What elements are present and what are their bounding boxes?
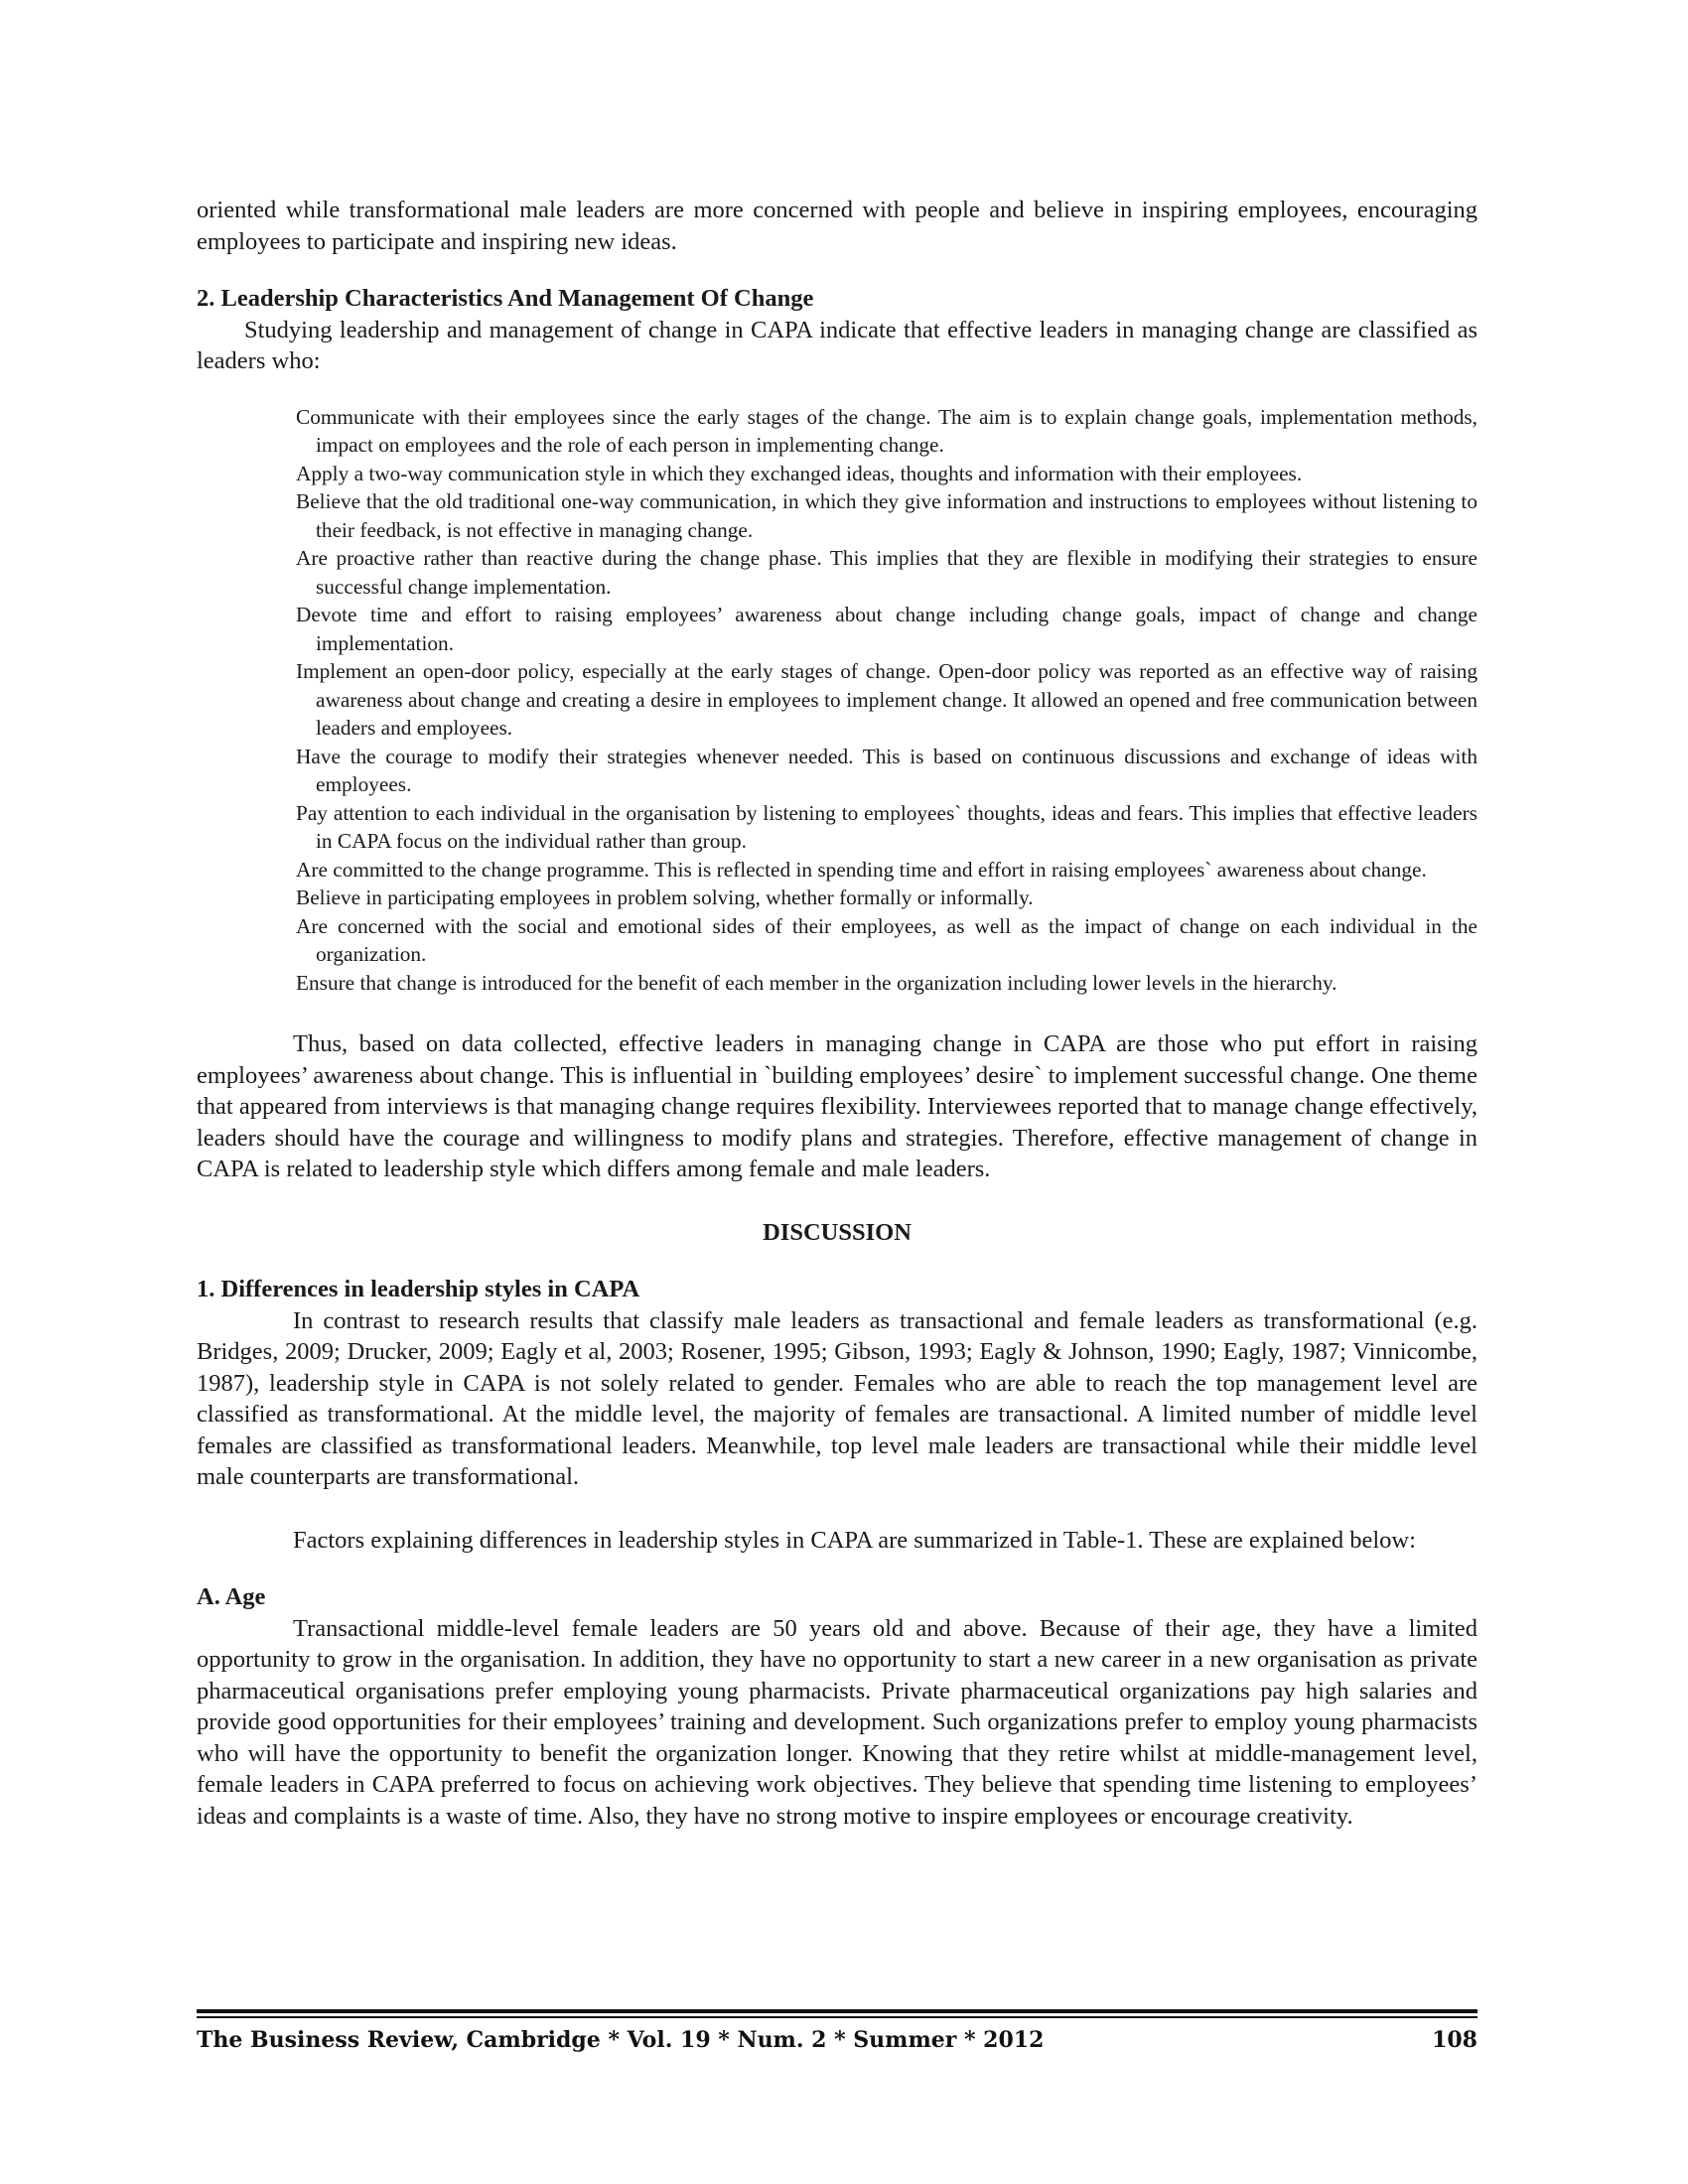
section-heading-leadership-change: 2. Leadership Characteristics And Management Of Change [197, 285, 814, 312]
list-item: Believe in participating employees in problem solving, whether formally or informally. [296, 886, 1034, 909]
subsection-heading-age: A. Age [197, 1583, 266, 1610]
factors-paragraph: Factors explaining differences in leadership styles in CAPA are summarized in Table-1. These are explained below: [293, 1526, 1416, 1554]
discussion-heading: DISCUSSION [763, 1218, 912, 1246]
list-item: Have the courage to modify their strategies whenever needed. This is based on continuous discussions and exchange of ideas with employees. [296, 744, 1477, 796]
section-lead-paragraph: Studying leadership and management of change in CAPA indicate that effective leaders in managing change are classified as leaders who: [197, 316, 1477, 374]
list-item: Are proactive rather than reactive during the change phase. This implies that they are flexible in modifying their strategies to ensure successful change implementation. [296, 546, 1477, 599]
list-item: Pay attention to each individual in the organisation by listening to employees` thoughts, ideas and fears. This implies that effective leaders in CAPA focus on the individual rather than group. [296, 800, 1477, 853]
journal-citation: The Business Review, Cambridge * Vol. 19 * Num. 2 * Summer * 2012 [197, 2027, 1045, 2053]
page-footer [197, 2027, 1477, 2053]
subsection-heading-differences: 1. Differences in leadership styles in CAPA [197, 1276, 640, 1302]
list-item: Apply a two-way communication style in which they exchanged ideas, thoughts and information with their employees. [296, 461, 1303, 485]
list-item: Ensure that change is introduced for the benefit of each member in the organization including lower levels in the hierarchy. [296, 970, 1337, 995]
list-item: Are concerned with the social and emotional sides of their employees, as well as the impact of change on each individual in the organization. [296, 913, 1477, 966]
intro-tail-paragraph: oriented while transformational male leaders are more concerned with people and believe in inspiring employees, encouraging employees to participate and inspiring new ideas. [197, 197, 1477, 255]
list-item: Implement an open-door policy, especially at the early stages of change. Open-door policy was reported as an effective way of raising awareness about change and creating a desire in employees to implement change. It allowed an opened and free communication between leaders and employees. [296, 659, 1477, 740]
page-number: 108 [1432, 2027, 1477, 2053]
list-item: Believe that the old traditional one-way communication, in which they give information and instructions to employees without listening to their feedback, is not effective in managing change. [296, 489, 1477, 542]
age-paragraph: Transactional middle-level female leaders are 50 years old and above. Because of their age, they have a limited opportunity to grow in the organisation. In addition, they have no opportunity to start a new career in a new organisation as private pharmaceutical organisations prefer employing young pharmacists. Private pharmaceutical organizations pay high salaries and provide good opportunities for their employees’ training and development. Such organizations prefer to employ young pharmacists who will have the opportunity to benefit the organization longer. Knowing that they retire whilst at middle-management level, female leaders in CAPA preferred to focus on achieving work objectives. They believe that spending time listening to employees’ ideas and complaints is a waste of time. Also, they have no strong motive to inspire employees or encourage creativity. [197, 1614, 1477, 1830]
conclusion-paragraph: Thus, based on data collected, effective leaders in managing change in CAPA are those who put effort in raising employees’ awareness about change. This is influential in `building employees’ desire` to implement successful change. One theme that appeared from interviews is that managing change requires flexibility. Interviewees reported that to manage change effectively, leaders should have the courage and willingness to modify plans and strategies. Therefore, effective management of change in CAPA is related to leadership style which differs among female and male leaders. [197, 1030, 1477, 1182]
footer-rule [197, 2016, 1477, 2018]
footer-rule [197, 2009, 1477, 2013]
list-item: Communicate with their employees since the early stages of the change. The aim is to explain change goals, implementation methods, impact on employees and the role of each person in implementing change. [296, 404, 1477, 457]
characteristics-list [296, 403, 1477, 998]
list-item: Are committed to the change programme. This is reflected in spending time and effort in raising employees` awareness about change. [296, 857, 1427, 882]
page-body [197, 195, 1477, 1832]
list-item: Devote time and effort to raising employees’ awareness about change including change goals, impact of change and change implementation. [296, 603, 1477, 655]
differences-paragraph: In contrast to research results that classify male leaders as transactional and female leaders as transformational (e.g. Bridges, 2009; Drucker, 2009; Eagly et al, 2003; Rosener, 1995; Gibson, 1993; Eagly & Johnson, 1990; Eagly, 1987; Vinnicombe, 1987), leadership style in CAPA is not solely related to gender. Females who are able to reach the top management level are classified as transformational. At the middle level, the majority of females are transactional. A limited number of middle level females are classified as transformational leaders. Meanwhile, top level male leaders are transactional while their middle level male counterparts are transformational. [197, 1306, 1477, 1490]
